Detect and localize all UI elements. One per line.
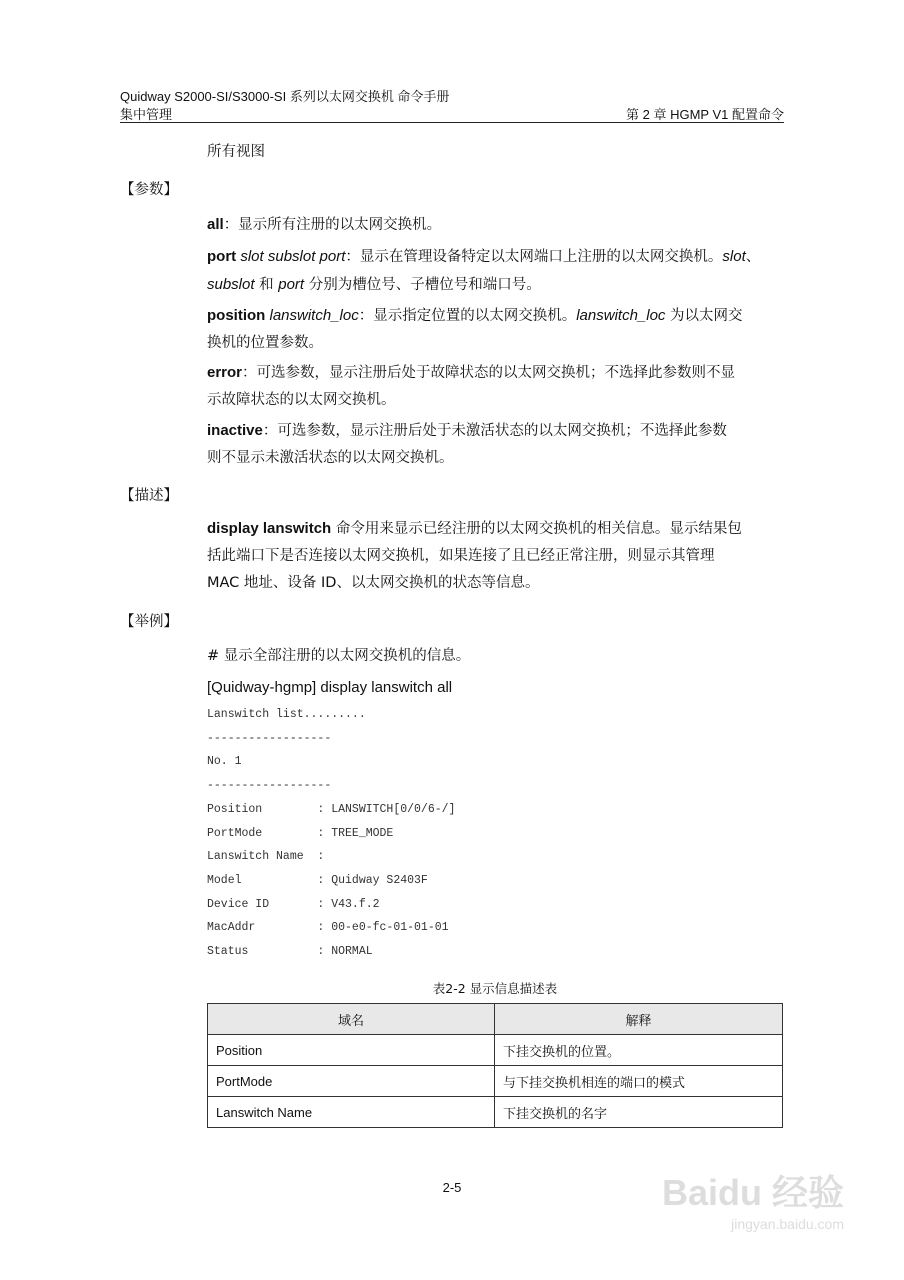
header-chapter: 第 2 章 HGMP V1 配置命令 (626, 107, 784, 122)
header-cell: 域名 (208, 1004, 495, 1035)
description: display lanswitch 命令用来显示已经注册的以太网交换机的相关信息。显示结果包 括此端口下是否连接以太网交换机，如果连接了且已经正常注册，则显示其管理 MAC 地址、设备 ID、以太网交换机的状态等信息。 (207, 520, 742, 591)
baidu-watermark (662, 1165, 844, 1232)
table-row (208, 1066, 783, 1097)
table-row (208, 1035, 783, 1066)
header-cell: 解释 (495, 1004, 783, 1035)
cell: 下挂交换机的名字 (495, 1097, 783, 1128)
param-error: error：可选参数，显示注册后处于故障状态的以太网交换机；不选择此参数则不显 示故障状态的以太网交换机。 (207, 364, 736, 408)
output-line: Status : NORMAL (207, 945, 373, 958)
watermark-url: jingyan.baidu.com (731, 1216, 844, 1232)
table-caption: 表2-2 显示信息描述表 (432, 981, 558, 996)
output-line: Lanswitch list......... (207, 708, 366, 721)
table-header-row (208, 1004, 783, 1035)
header-title: Quidway S2000-SI/S3000-SI 系列以太网交换机 命令手册 (120, 89, 450, 104)
example-heading: 【举例】 (120, 614, 178, 630)
header-rule (120, 122, 784, 123)
output-line: No. 1 (207, 755, 242, 769)
output-line: Lanswitch Name : (207, 850, 325, 864)
table-row (208, 1097, 783, 1128)
param-port: port slot subslot port：显示在管理设备特定以太网端口上注册的以太网交换机。slot、 subslot 和 port 分别为槽位号、子槽位号和端口号。 (207, 248, 761, 293)
page-number: 2-5 (442, 1180, 462, 1195)
param-inactive: inactive：可选参数，显示注册后处于未激活状态的以太网交换机；不选择此参数 则不显示未激活状态的以太网交换机。 (207, 422, 727, 466)
watermark-logo: Baidu 经验 (661, 1172, 844, 1213)
cell: Position (208, 1035, 495, 1066)
output-line: PortMode : TREE_MODE (207, 826, 394, 840)
cell: Lanswitch Name (208, 1097, 495, 1128)
example-command: [Quidway-hgmp] display lanswitch all (207, 679, 453, 696)
output-line: Device ID : V43.f.2 (207, 897, 380, 911)
desc-heading: 【描述】 (120, 488, 178, 504)
example-comment: # 显示全部注册的以太网交换机的信息。 (207, 648, 471, 664)
cell: 与下挂交换机相连的端口的模式 (495, 1066, 783, 1097)
output-line: MacAddr : 00-e0-fc-01-01-01 (207, 921, 449, 935)
params-heading: 【参数】 (120, 182, 178, 198)
param-all: all：显示所有注册的以太网交换机。 (207, 216, 442, 233)
param-position: position lanswitch_loc：显示指定位置的以太网交换机。lanswitch_loc 为以太网交 换机的位置参数。 (207, 307, 743, 351)
view-text: 所有视图 (207, 144, 265, 160)
output-line: ------------------ (207, 779, 332, 793)
output-line: Model : Quidway S2403F (207, 873, 428, 887)
header-section: 集中管理 (120, 107, 173, 122)
cell: 下挂交换机的位置。 (495, 1035, 783, 1066)
output-line: ------------------ (207, 731, 332, 745)
output-line: Position : LANSWITCH[0/0/6-/] (207, 802, 456, 816)
cell: PortMode (208, 1066, 495, 1097)
info-table (207, 1003, 783, 1128)
